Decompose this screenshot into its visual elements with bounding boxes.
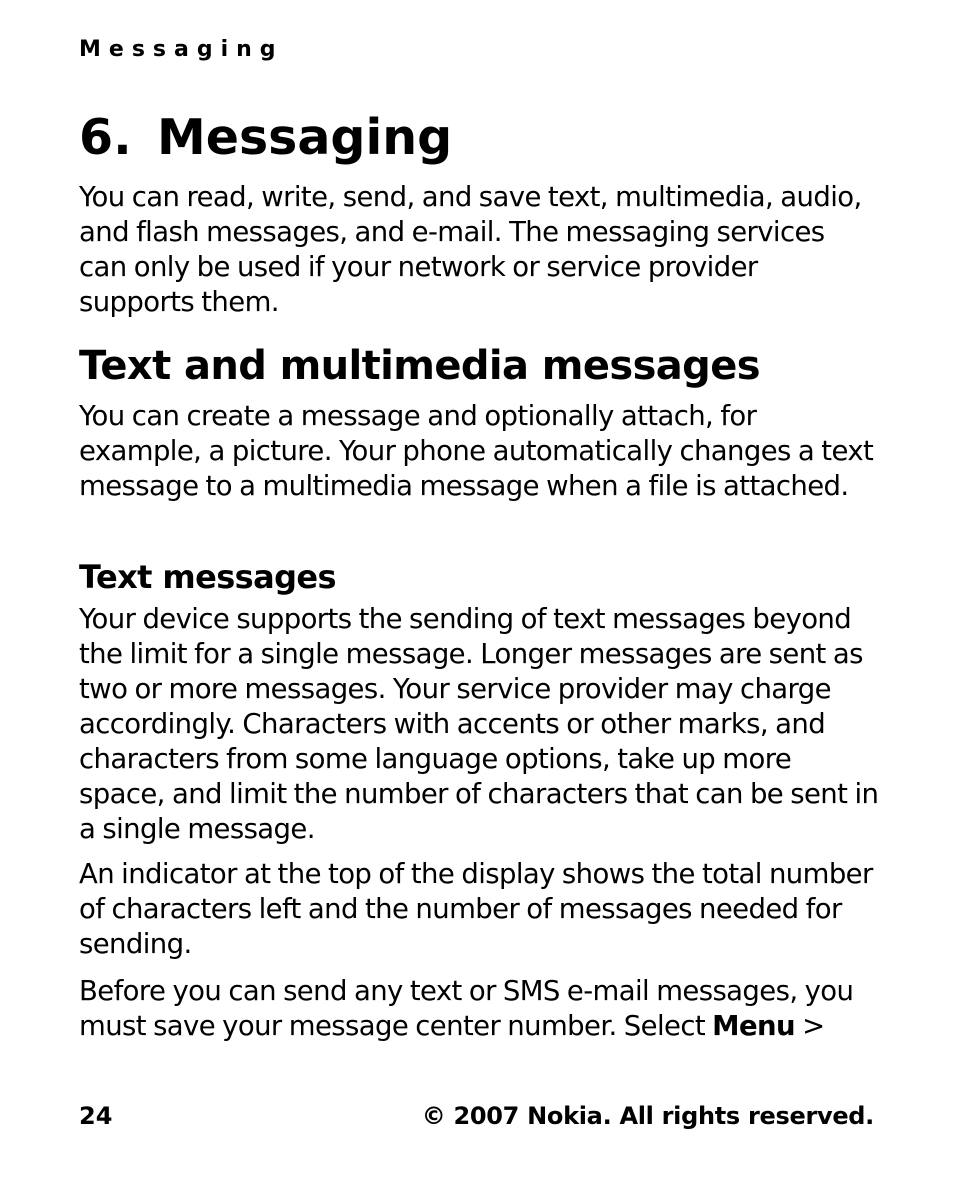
section-heading: Text and multimedia messages [79,343,760,389]
running-header: Messaging [79,37,284,62]
text-messages-paragraph-2: An indicator at the top of the display shows the total number of characters left and the number of messages needed for sending. [79,858,873,960]
page-number: 24 [79,1102,113,1130]
intro-paragraph: You can read, write, send, and save text, multimedia, audio, and flash messages, and e-mail. The messaging services can only be used if your network or service provider supports them. [79,181,862,318]
text-messages-paragraph-1: Your device supports the sending of text messages beyond the limit for a single message. Longer messages are sent as two or more messages. Your service provider may charge accordingly. Characters with accents or other marks, and characters from some language options, take up more space, and limit the number of characters that can be sent in a single message. [79,603,879,845]
section-paragraph: You can create a message and optionally attach, for example, a picture. Your phone automatically changes a text message to a multimedia message when a file is attached. [79,400,874,502]
menu-keyword: Menu [712,1010,795,1042]
paragraph-3-start: Before you can send any text or SMS e-mail messages, you must save your message center number. Select [79,975,854,1042]
chapter-number: 6. [79,109,132,166]
paragraph-3-end: > [794,1010,825,1042]
chapter-title [79,108,452,168]
text-messages-paragraph-3 [79,974,879,1044]
copyright-notice: © 2007 Nokia. All rights reserved. [421,1102,874,1130]
subsection-heading: Text messages [79,558,336,596]
chapter-title-text: Messaging [157,109,453,166]
